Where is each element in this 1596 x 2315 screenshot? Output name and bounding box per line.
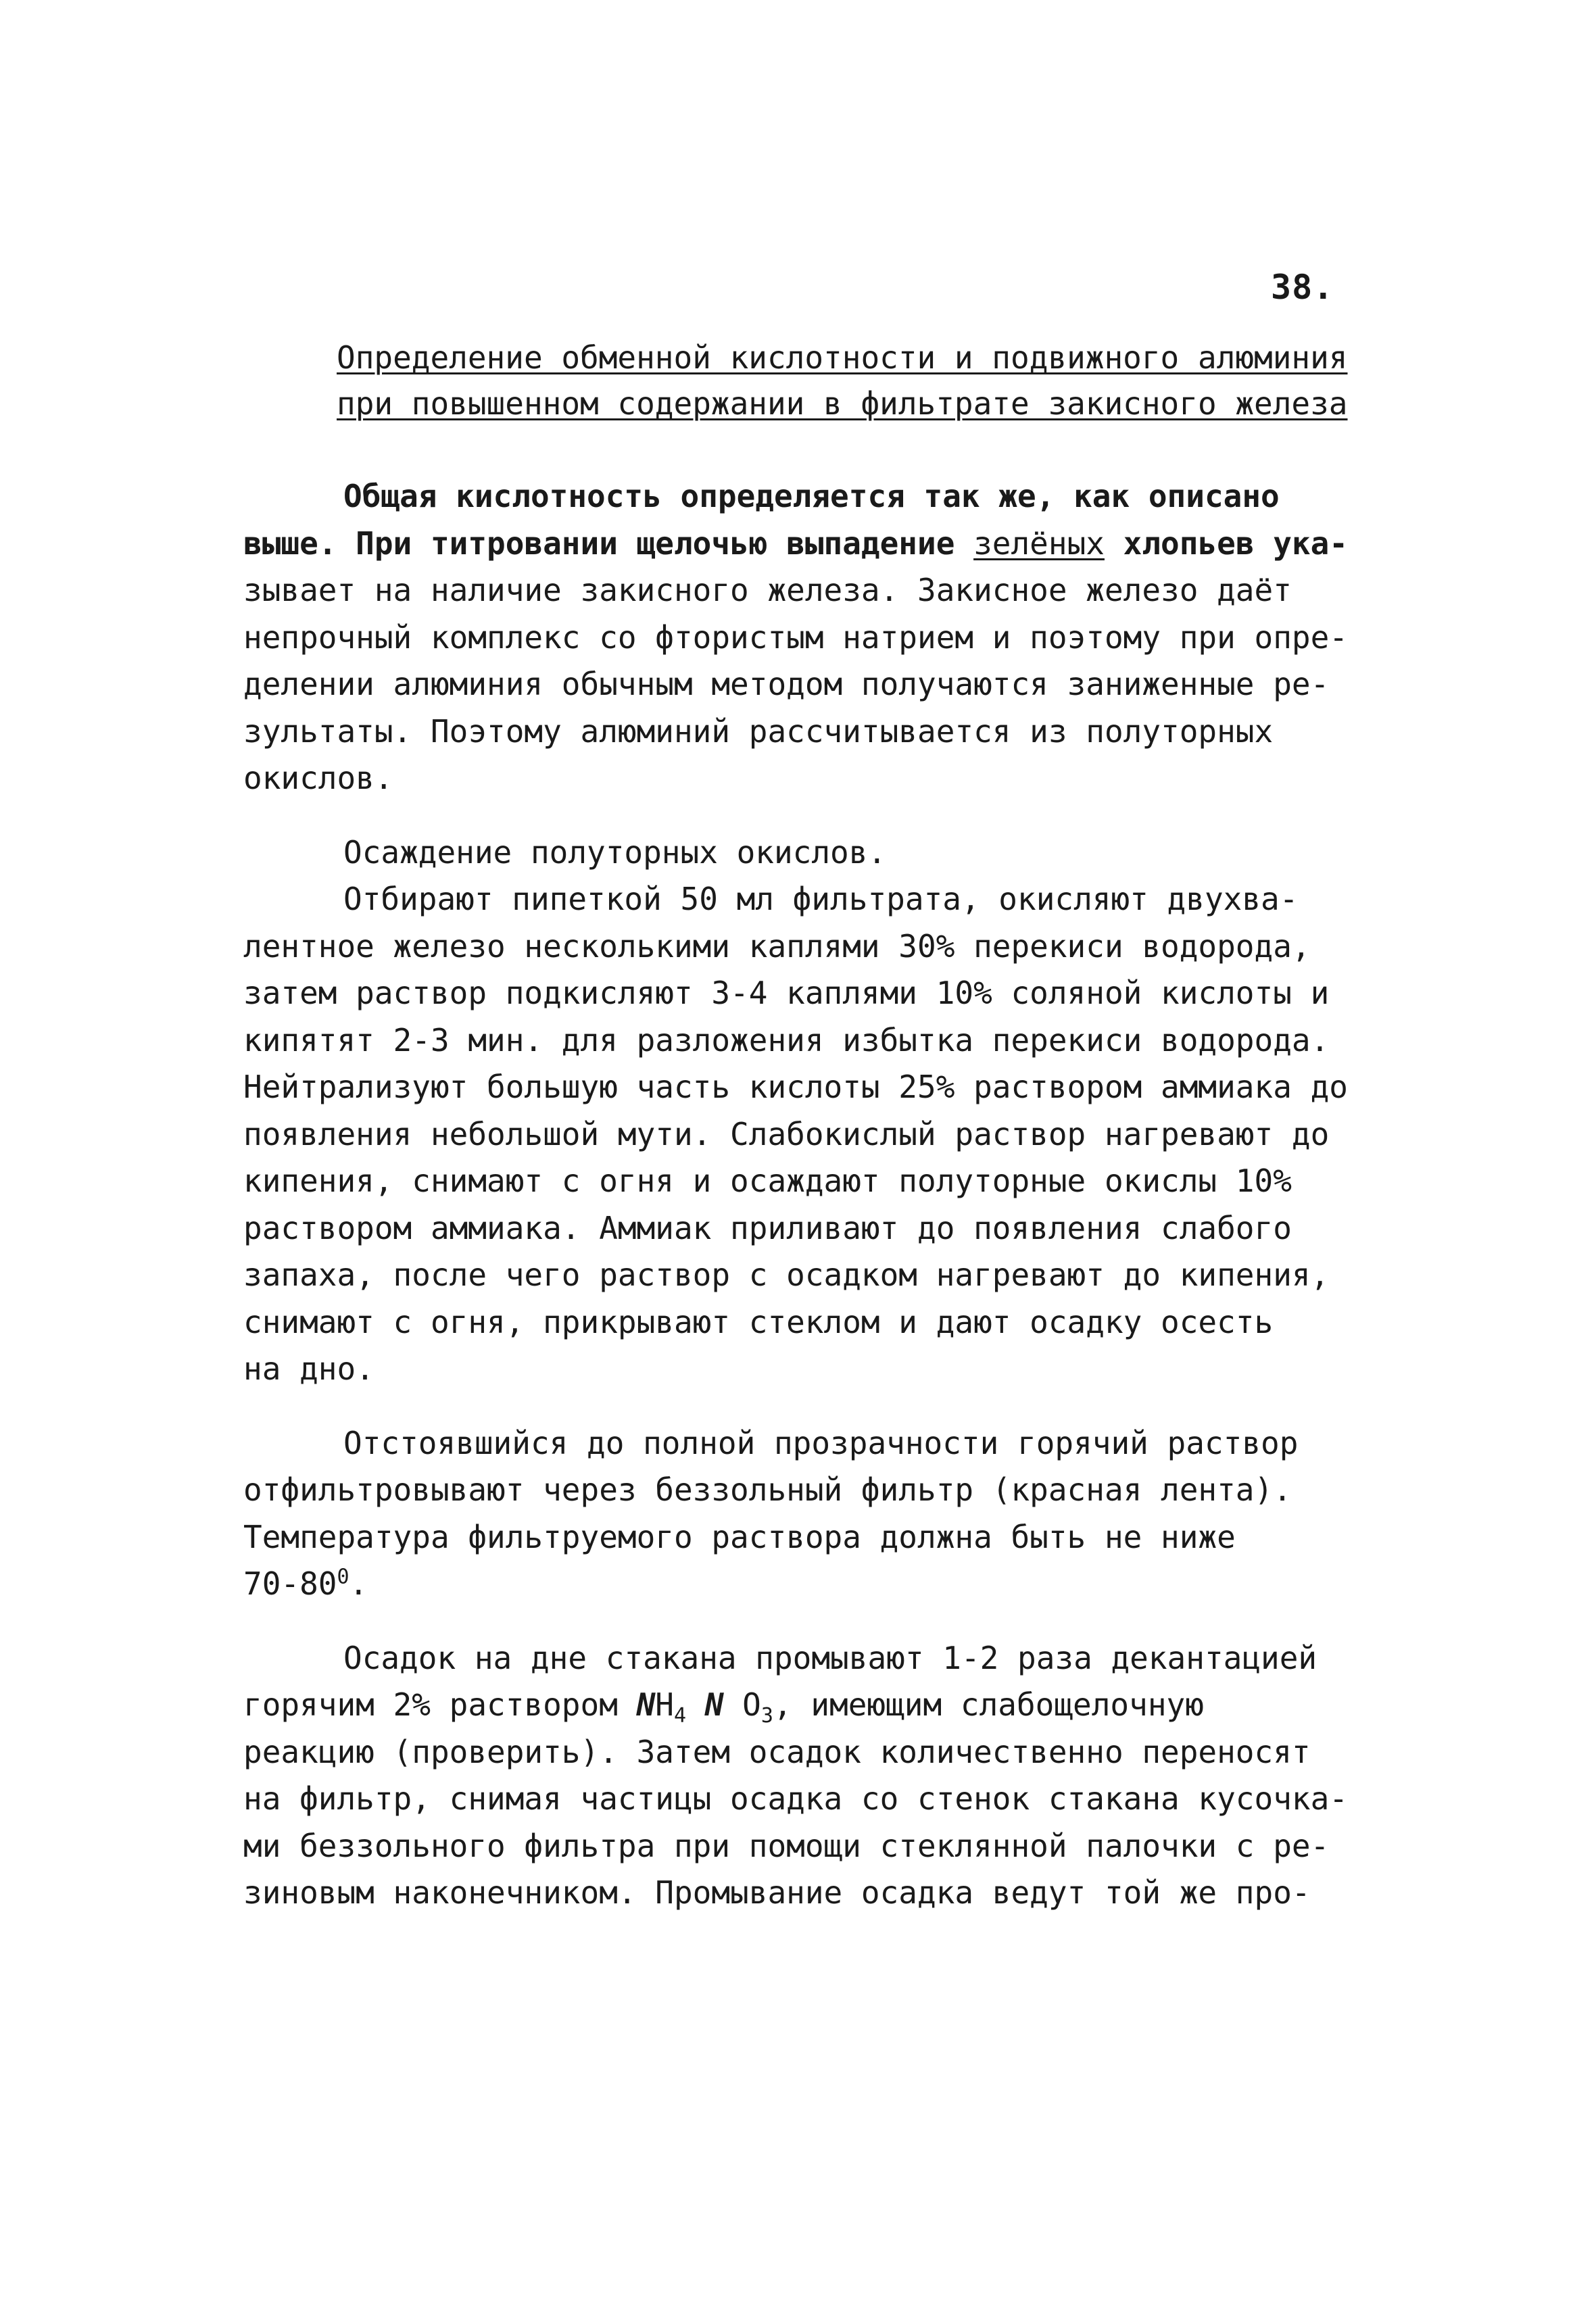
- formula-symbol: N: [636, 1686, 656, 1723]
- formula-subscript: 3: [760, 1704, 773, 1728]
- paragraph-gap: [243, 1393, 1393, 1420]
- underlined-word: зелёных: [973, 525, 1105, 562]
- text-line: ми беззольного фильтра при помощи стеклянной палочки с ре-: [243, 1827, 1330, 1864]
- text-line: лентное железо несколькими каплями 30% перекиси водорода,: [243, 927, 1311, 965]
- formula-subscript: 4: [674, 1704, 687, 1728]
- paragraph-gap: [243, 1608, 1393, 1635]
- text-line: окислов.: [243, 760, 393, 796]
- page-number: 38.: [1271, 268, 1334, 307]
- temperature-range: 70-80: [243, 1565, 337, 1602]
- title-line-2: при повышенном содержании в фильтрате закисного железа: [337, 385, 1348, 422]
- text-line: затем раствор подкисляют 3-4 каплями 10% соляной кислоты и: [243, 975, 1330, 1011]
- text-line: зиновым наконечником. Промывание осадка ведут той же про-: [243, 1874, 1311, 1911]
- paragraph-4: [243, 1635, 1393, 1917]
- text-line: Осадок на дне стакана промывают 1-2 раза декантацией: [343, 1639, 1317, 1676]
- text-line: делении алюминия обычным методом получаются заниженные ре-: [243, 666, 1330, 702]
- text-line: зультаты. Поэтому алюминий рассчитывается из полуторных: [243, 712, 1274, 750]
- text-line: [243, 1682, 1393, 1729]
- text-line: Отбирают пипеткой 50 мл фильтрата, окисляют двухва-: [343, 881, 1299, 917]
- formula-symbol: H: [655, 1686, 674, 1723]
- text-line: на дно.: [243, 1350, 374, 1387]
- text-line: Отстоявшийся до полной прозрачности горячий раствор: [343, 1424, 1299, 1461]
- paragraph-1: [243, 473, 1393, 802]
- section-title: [337, 335, 1348, 427]
- text-line: [243, 1561, 1393, 1608]
- chemical-formula: [636, 1686, 773, 1728]
- text-line: Нейтрализуют большую часть кислоты 25% раствором аммиака до: [243, 1069, 1348, 1105]
- formula-symbol: O: [742, 1686, 761, 1723]
- text-span: горячим 2% раствором: [243, 1686, 637, 1723]
- text-line: Температура фильтруемого раствора должна быть не ниже: [243, 1518, 1236, 1555]
- paragraph-3: [243, 1420, 1393, 1608]
- text-line: зывает на наличие закисного железа. Закисное железо даёт: [243, 572, 1292, 608]
- formula-symbol: N: [704, 1686, 724, 1723]
- text-line: кипения, снимают с огня и осаждают полуторные окислы 10%: [243, 1163, 1292, 1199]
- text-span: хлопьев ука-: [1104, 525, 1348, 562]
- text-line: раствором аммиака. Аммиак приливают до появления слабого: [243, 1209, 1292, 1246]
- text-line: Общая кислотность определяется так же, как описано: [343, 478, 1280, 514]
- text-line: [243, 520, 1393, 568]
- text-span: , имеющим слабощелочную: [773, 1686, 1204, 1723]
- title-line-1: Определение обменной кислотности и подвижного алюминия: [337, 339, 1348, 376]
- text-span: выше. При титровании щелочью выпадение: [243, 525, 974, 562]
- text-line: запаха, после чего раствор с осадком нагревают до кипения,: [243, 1257, 1330, 1293]
- paragraph-2: [243, 829, 1393, 1393]
- text-line: реакцию (проверить). Затем осадок количественно переносят: [243, 1733, 1311, 1770]
- text-line: непрочный комплекс со фтористым натрием и поэтому при опре-: [243, 618, 1348, 656]
- text-line: снимают с огня, прикрывают стеклом и дают осадку осесть: [243, 1303, 1274, 1340]
- text-span: .: [349, 1565, 368, 1602]
- body-text: [243, 473, 1393, 1917]
- degree-sign: 0: [337, 1565, 349, 1589]
- subheading: Осаждение полуторных окислов.: [343, 833, 887, 871]
- text-line: отфильтровывают через беззольный фильтр (красная лента).: [243, 1471, 1292, 1508]
- text-line: появления небольшой мути. Слабокислый раствор нагревают до: [243, 1115, 1330, 1152]
- paragraph-gap: [243, 802, 1393, 829]
- text-line: кипятят 2-3 мин. для разложения избытка перекиси водорода.: [243, 1021, 1330, 1058]
- text-line: на фильтр, снимая частицы осадка со стенок стакана кусочка-: [243, 1780, 1348, 1817]
